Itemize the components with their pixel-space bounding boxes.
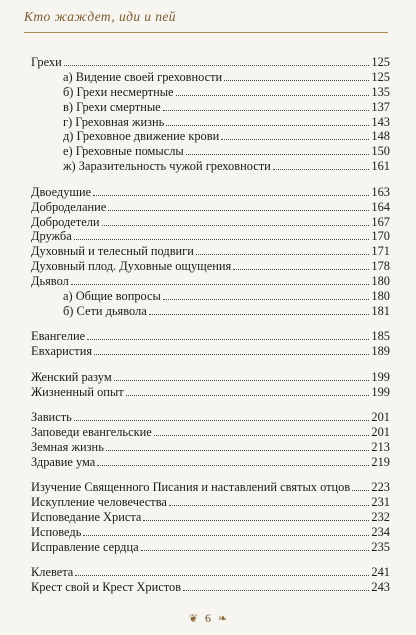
dot-leader [71,284,370,285]
toc-entry-page: 199 [371,369,390,384]
toc-entry-label: Исповедь [31,524,82,539]
dot-leader [143,520,369,521]
toc-entry-label: а) Общие вопросы [63,288,161,303]
toc-entry-label: Евхаристия [31,344,93,359]
dot-leader [352,490,369,491]
toc-entry-page: 199 [371,384,390,399]
dot-leader [114,380,370,381]
dot-leader [75,575,369,576]
toc-subentry[interactable] [31,304,390,319]
toc-entry[interactable] [31,495,390,510]
toc-group [31,55,390,174]
dot-leader [163,110,370,111]
toc-entry-label: Дружба [31,229,72,244]
toc-entry-label: в) Грехи смертные [63,99,161,114]
toc-entry-page: 235 [371,539,390,554]
dot-leader [93,195,369,196]
toc-entry[interactable] [31,510,390,525]
toc-entry-label: Заповеди евангельские [31,424,152,439]
toc-entry-page: 163 [371,184,390,199]
dot-leader [154,435,370,436]
dot-leader [97,465,369,466]
dot-leader [224,80,369,81]
dot-leader [102,225,370,226]
dot-leader [87,339,369,340]
toc-entry-label: Зависть [31,410,72,425]
toc-entry-label: Евангелие [31,329,86,344]
toc-entry-label: Доброделание [31,199,107,214]
toc-entry-label: Искупление человечества [31,495,167,510]
toc-entry-page: 223 [371,480,390,495]
dot-leader [166,125,369,126]
dot-leader [141,550,370,551]
toc-entry-label: Исповедание Христа [31,510,142,525]
toc-entry[interactable] [31,455,390,470]
toc-entry-page: 231 [371,495,390,510]
ornament-right-icon: ❧ [218,613,228,625]
toc-entry-label: Изучение Священного Писания и наставлений святых отцов [31,480,351,495]
toc-entry[interactable] [31,200,390,215]
toc-entry-page: 219 [371,454,390,469]
toc-entry-label: Здравие ума [31,454,96,469]
toc-entry[interactable] [31,259,390,274]
toc-entry-page: 143 [371,114,390,129]
dot-leader [183,590,369,591]
toc-entry[interactable] [31,410,390,425]
toc-group [31,410,390,470]
dot-leader [221,139,369,140]
toc-entry-label: б) Грехи несмертные [63,84,174,99]
toc-entry-label: е) Греховные помыслы [63,144,184,159]
dot-leader [126,395,370,396]
dot-leader [106,450,370,451]
toc-entry-label: Женский разум [31,369,112,384]
toc-entry-page: 125 [371,69,390,84]
toc-subentry[interactable] [31,129,390,144]
toc-entry-label: Добродетели [31,214,100,229]
dot-leader [273,169,370,170]
group-spacer [31,174,390,185]
running-header [24,8,388,33]
toc-entry-label: Земная жизнь [31,439,104,454]
toc-entry-label: ж) Заразительность чужой греховности [63,159,271,174]
toc-subentry[interactable] [31,100,390,115]
dot-leader [176,95,370,96]
toc-entry[interactable] [31,244,390,259]
toc-entry-page: 241 [371,565,390,580]
toc-entry-label: Жизненный опыт [31,384,124,399]
toc-entry-label: б) Сети дьявола [63,303,147,318]
toc-group [31,329,390,359]
toc-entry-page: 148 [371,129,390,144]
toc-entry[interactable] [31,274,390,289]
toc-group [31,370,390,400]
toc-entry[interactable] [31,565,390,580]
toc-entry-label: Двоедушие [31,184,92,199]
toc-entry-page: 180 [371,288,390,303]
dot-leader [233,269,369,270]
toc-entry[interactable] [31,229,390,244]
toc-entry[interactable] [31,385,390,400]
toc-entry-page: 213 [371,439,390,454]
toc-entry-label: г) Греховная жизнь [63,114,165,129]
toc-group [31,480,390,554]
dot-leader [163,299,370,300]
toc-entry[interactable] [31,344,390,359]
group-spacer [31,399,390,410]
toc-subentry[interactable] [31,159,390,174]
toc-entry[interactable] [31,370,390,385]
toc-entry-label: Духовный плод. Духовные ощущения [31,259,232,274]
running-header-title: Кто жаждет, иди и пей [24,9,176,24]
toc-entry-page: 171 [371,244,390,259]
toc-subentry[interactable] [31,144,390,159]
toc-entry-page: 232 [371,510,390,525]
group-spacer [31,470,390,481]
toc-entry-page: 180 [371,274,390,289]
dot-leader [149,314,370,315]
dot-leader [196,254,370,255]
dot-leader [169,505,370,506]
dot-leader [186,154,370,155]
toc-entry-page: 181 [371,303,390,318]
toc-entry-label: Крест свой и Крест Христов [31,580,182,595]
toc-subentry[interactable] [31,85,390,100]
group-spacer [31,319,390,330]
toc-entry-label: Духовный и телесный подвиги [31,244,194,259]
dot-leader [74,239,370,240]
toc-subentry[interactable] [31,115,390,130]
page-footer [0,611,416,626]
toc-entry[interactable] [31,329,390,344]
toc-entry[interactable] [31,425,390,440]
toc-entry-page: 243 [371,580,390,595]
dot-leader [108,210,369,211]
toc-entry[interactable] [31,185,390,200]
toc-entry-page: 234 [371,524,390,539]
toc-entry-page: 185 [371,329,390,344]
toc-entry-label: Клевета [31,565,74,580]
ornament-left-icon: ❦ [188,613,198,625]
toc-entry-label: а) Видение своей греховности [63,69,223,84]
toc-subentry[interactable] [31,70,390,85]
toc-entry-page: 167 [371,214,390,229]
toc-entry[interactable] [31,480,390,495]
toc-entry-page: 137 [371,99,390,114]
toc-entry[interactable] [31,215,390,230]
dot-leader [74,420,370,421]
table-of-contents [31,55,390,595]
dot-leader [64,65,370,66]
toc-entry-page: 170 [371,229,390,244]
toc-entry-page: 178 [371,259,390,274]
toc-entry[interactable] [31,55,390,70]
page-number: 6 [205,611,211,625]
toc-group [31,185,390,319]
toc-entry[interactable] [31,525,390,540]
toc-group [31,565,390,595]
toc-entry[interactable] [31,540,390,555]
group-spacer [31,359,390,370]
toc-entry-page: 161 [371,159,390,174]
toc-entry[interactable] [31,440,390,455]
dot-leader [83,535,369,536]
toc-subentry[interactable] [31,289,390,304]
toc-entry[interactable] [31,580,390,595]
toc-entry-page: 135 [371,84,390,99]
group-spacer [31,555,390,566]
toc-entry-page: 164 [371,199,390,214]
dot-leader [94,354,369,355]
toc-entry-page: 125 [371,55,390,69]
toc-entry-label: д) Греховное движение крови [63,129,220,144]
toc-entry-label: Исправление сердца [31,539,139,554]
toc-entry-page: 150 [371,144,390,159]
toc-entry-label: Грехи [31,55,62,69]
toc-entry-page: 189 [371,344,390,359]
toc-entry-page: 201 [371,424,390,439]
toc-entry-label: Дьявол [31,274,69,289]
toc-entry-page: 201 [371,410,390,425]
